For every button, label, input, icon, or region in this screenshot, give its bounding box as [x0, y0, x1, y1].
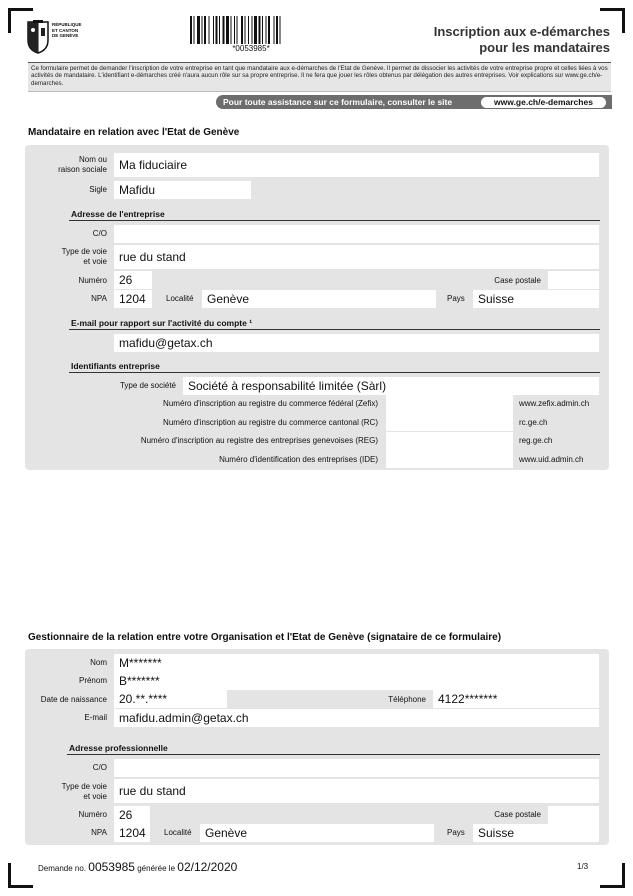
barcode-bar: [241, 16, 243, 44]
zefix-label: Numéro d'inscription au registre du commerce fédéral (Zefix): [163, 399, 378, 408]
gest-localite-label: Localité: [164, 828, 192, 837]
barcode-bar: [197, 16, 200, 44]
page-number: 1/3: [577, 862, 589, 871]
rc-site: rc.ge.ch: [519, 418, 548, 427]
barcode-bar: [276, 16, 278, 44]
assistance-label: Pour toute assistance sur ce formulaire, consulter le site: [223, 97, 453, 107]
ide-site: www.uid.admin.ch: [519, 455, 584, 464]
nom-label: Nom ou raison sociale: [58, 155, 107, 174]
gest-case-postale-field[interactable]: [548, 806, 599, 824]
barcode-bar: [254, 16, 257, 44]
demande-number: 0053985: [88, 860, 135, 874]
gest-prenom-field[interactable]: B*******: [114, 672, 599, 690]
gest-co-label: C/O: [92, 763, 107, 772]
adresse-heading-rule: [69, 220, 600, 221]
gest-prenom-label: Prénom: [78, 676, 107, 685]
gest-localite-field[interactable]: Genève: [200, 824, 434, 842]
generee-label: générée le: [137, 864, 176, 873]
co-field[interactable]: [114, 225, 599, 243]
zefix-site: www.zefix.admin.ch: [519, 399, 590, 408]
assistance-link[interactable]: www.ge.ch/e-demarches: [481, 97, 606, 108]
gest-numero-field[interactable]: 26: [114, 806, 150, 824]
barcode-bar: [237, 16, 238, 44]
gest-adresse-heading: Adresse professionnelle: [69, 743, 168, 753]
barcode-bar: [190, 16, 192, 44]
barcode-bar: [213, 16, 214, 44]
assistance-bar: [216, 95, 612, 109]
gest-voie-label: Type de voie et voie: [61, 782, 107, 801]
barcode-bar: [216, 16, 218, 44]
gest-adresse-heading-rule: [67, 754, 600, 755]
reg-label: Numéro d'inscription au registre des entreprises genevoises (REG): [140, 436, 378, 445]
pays-label: Pays: [447, 294, 465, 303]
ide-label: Numéro d'identification des entreprises (IDE): [219, 455, 378, 464]
rc-label: Numéro d'inscription au registre du commerce cantonal (RC): [163, 418, 378, 427]
gest-numero-label: Numéro: [78, 810, 107, 819]
co-label: C/O: [92, 229, 107, 238]
barcode-bar: [245, 16, 246, 44]
identifiants-heading-rule: [69, 372, 600, 373]
gest-nom-label: Nom: [90, 658, 107, 667]
barcode-bar: [226, 16, 229, 44]
mandataire-section-title: Mandataire en relation avec l'Etat de Genève: [28, 127, 240, 138]
logo-text-line: ET CANTON: [52, 27, 79, 33]
barcode-bar: [231, 16, 232, 44]
voie-field[interactable]: rue du stand: [114, 245, 599, 269]
intro-box: [28, 62, 611, 92]
ide-field[interactable]: [386, 450, 513, 468]
gest-naissance-field[interactable]: 20.**.****: [114, 690, 227, 708]
gest-case-postale-label: Case postale: [494, 810, 541, 819]
footer-demande: [38, 860, 237, 876]
barcode-bar: [223, 16, 225, 44]
barcode-icon: [189, 16, 313, 44]
localite-label: Localité: [166, 294, 194, 303]
intro-text: Ce formulaire permet de demander l'inscription de votre entreprise en tant que mandataire aux e-démarches de l'Etat de Genève. Il permet de dissocier les activités de votre entreprise propre et celles liées à vos activités de mandataire. L'identifiant e-démarches créé n'aura aucun rôle sur sa propre entreprise. Il ne fera que jouer les rôles obtenus par délégation des autres entreprises. Voir explications sur www.ge.ch/e-demarches.: [31, 65, 608, 87]
gest-email-field[interactable]: mafidu.admin@getax.ch: [114, 709, 599, 727]
barcode-bar: [266, 16, 267, 44]
gest-naissance-label: Date de naissance: [40, 695, 107, 704]
gest-voie-field[interactable]: rue du stand: [114, 779, 599, 803]
barcode-bar: [280, 16, 281, 44]
logo-text: [52, 22, 82, 39]
nom-field[interactable]: Ma fiduciaire: [114, 153, 599, 177]
logo-text-line: DE GENÈVE: [52, 33, 79, 38]
gest-npa-label: NPA: [91, 828, 107, 837]
gest-email-label: E-mail: [84, 713, 107, 722]
voie-label: Type de voie et voie: [61, 247, 107, 266]
barcode-bar: [204, 16, 206, 44]
email-heading-rule: [69, 329, 600, 330]
gest-pays-label: Pays: [447, 828, 465, 837]
npa-field[interactable]: 1204: [114, 290, 152, 308]
localite-field[interactable]: Genève: [202, 290, 436, 308]
type-societe-label: Type de société: [119, 381, 176, 390]
case-postale-label: Case postale: [494, 276, 541, 285]
barcode-bar: [202, 16, 203, 44]
gest-co-field[interactable]: [114, 759, 599, 777]
sigle-field[interactable]: Mafidu: [114, 181, 251, 199]
zefix-field[interactable]: [386, 395, 513, 413]
identifiants-heading: Identifiants entreprise: [71, 361, 160, 371]
numero-field[interactable]: 26: [114, 271, 152, 289]
npa-label: NPA: [91, 294, 107, 303]
barcode-bar: [219, 16, 220, 44]
corner-mark-bottom-left: [8, 863, 33, 888]
numero-label: Numéro: [78, 276, 107, 285]
gest-telephone-label: Téléphone: [388, 695, 426, 704]
corner-mark-bottom-right: [600, 863, 625, 888]
demande-label: Demande no.: [38, 864, 87, 873]
barcode-bar: [274, 16, 275, 44]
reg-site: reg.ge.ch: [519, 436, 553, 445]
gest-nom-field[interactable]: M*******: [114, 654, 599, 672]
geneva-coat-of-arms-logo: [26, 20, 50, 59]
rc-field[interactable]: [386, 413, 513, 431]
reg-field[interactable]: [386, 432, 513, 450]
coat-of-arms-icon: [26, 20, 50, 54]
barcode-bar: [194, 16, 195, 44]
case-postale-field[interactable]: [548, 271, 599, 289]
gestionnaire-section-title: Gestionnaire de la relation entre votre Organisation et l'Etat de Genève (signataire de ce formulaire): [28, 632, 502, 643]
barcode-bar: [259, 16, 261, 44]
sigle-label: Sigle: [89, 185, 107, 194]
email-report-field[interactable]: mafidu@getax.ch: [114, 334, 599, 352]
email-heading: E-mail pour rapport sur l'activité du compte ¹: [71, 318, 253, 328]
barcode-bar: [268, 16, 270, 44]
gest-telephone-field[interactable]: 4122*******: [433, 690, 599, 708]
pays-field[interactable]: Suisse: [473, 290, 599, 308]
barcode-bar: [234, 16, 235, 44]
form-title-line1: Inscription aux e-démarches: [433, 24, 610, 39]
gest-npa-field[interactable]: 1204: [114, 824, 150, 842]
barcode-bar: [209, 16, 210, 44]
barcode-number: *0053985*: [232, 44, 270, 53]
adresse-heading: Adresse de l'entreprise: [71, 209, 165, 219]
demande-date: 02/12/2020: [177, 860, 238, 874]
barcode-bar: [262, 16, 263, 44]
barcode-bar: [252, 16, 253, 44]
logo-text-line: RÉPUBLIQUE: [52, 22, 82, 27]
gest-pays-field[interactable]: Suisse: [473, 824, 599, 842]
form-title-line2: pour les mandataires: [479, 40, 610, 55]
barcode: [189, 16, 313, 44]
type-societe-field[interactable]: Société à responsabilité limitée (Sàrl): [183, 377, 599, 395]
barcode-bar: [248, 16, 249, 44]
